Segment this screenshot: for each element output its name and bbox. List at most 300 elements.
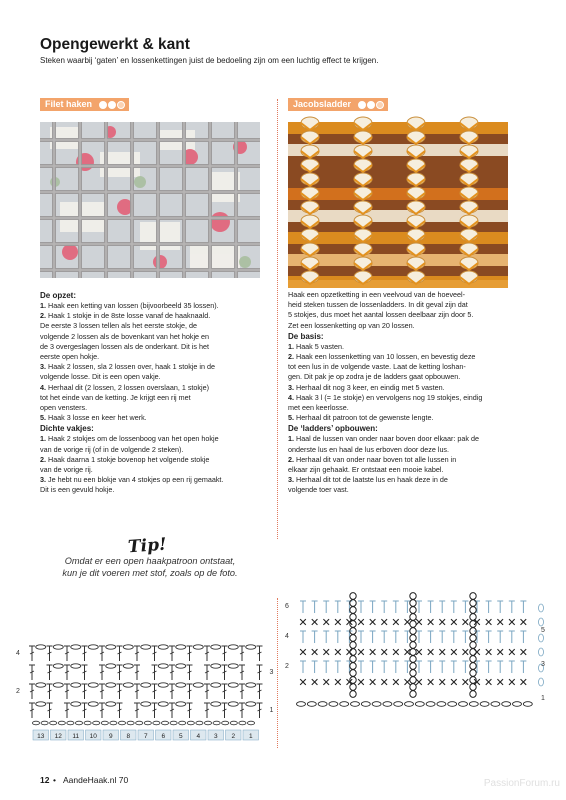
stitch-vaste: ✕ (425, 646, 436, 659)
page-number: 12 (40, 775, 50, 785)
difficulty-dot-icon (367, 101, 375, 109)
foundation-chain (50, 721, 57, 725)
step-number: 4. (40, 382, 46, 392)
column-number: 13 (37, 733, 45, 740)
step-text: volgende losse. Dit is een open vakje. (40, 372, 161, 382)
foundation-chain (361, 702, 370, 707)
foundation-chain (394, 702, 403, 707)
instruction-line (288, 383, 528, 393)
foundation-chain (372, 702, 381, 707)
instruction-line (40, 465, 270, 475)
tip-title: Tip! (127, 534, 168, 558)
chain-stitch (193, 683, 203, 687)
column-number: 2 (231, 733, 236, 740)
step-text: van de vorige rij. (40, 465, 93, 475)
opzet-steps (40, 301, 270, 423)
stitch-vaste: ✕ (495, 646, 505, 659)
foundation-chain (101, 721, 108, 725)
chain-loop (350, 635, 356, 642)
stitch-vaste: ✕ (344, 616, 355, 629)
instruction-line (40, 321, 270, 331)
intro-line: 5 stokjes, dus moet het aantal lossen deelbaar zijn door 5. (288, 310, 474, 320)
chain-loop (410, 691, 416, 698)
row-number: 1 (269, 707, 274, 714)
page-title: Opengewerkt & kant (40, 36, 190, 53)
step-text: Haak 3 l (= 1e stokje) en vervolgens nog 19 stokjes, eindig (294, 392, 483, 402)
step-text: Herhaal dit tot de laatste lus en haak deze in de (294, 475, 448, 485)
stitch-vaste: ✕ (402, 646, 413, 659)
step-text: tot een lus in de volgende vaste. Laat de ketting loshan- (288, 362, 466, 372)
stitch-vaste: ✕ (437, 646, 447, 659)
foundation-chain (161, 721, 168, 725)
chain-stitch (106, 664, 116, 668)
cable-loop (407, 229, 425, 241)
column-number: 9 (108, 733, 113, 740)
step-text: eerste open hokje. (40, 352, 100, 362)
cable-loop (301, 173, 319, 185)
stitch-vaste: ✕ (391, 676, 401, 689)
cable-loop (301, 271, 319, 283)
cable-loop (301, 145, 319, 157)
stitch-vaste: ✕ (495, 676, 505, 689)
stitch-vaste: ✕ (460, 646, 471, 659)
foundation-chain (170, 721, 177, 725)
step-text: van de vorige rij (of in de volgende 2 steken). (40, 444, 184, 454)
foundation-chain (329, 702, 338, 707)
chain-loop (410, 600, 416, 607)
stitch-vaste: ✕ (309, 616, 320, 629)
instruction-line (40, 445, 270, 455)
chain-stitch (211, 683, 221, 687)
cable-loop (354, 145, 372, 157)
stitch-vaste: ✕ (367, 616, 378, 629)
cable-loop (354, 187, 372, 199)
instruction-line (40, 311, 270, 321)
column-number: 5 (178, 733, 183, 740)
jacobsladder-photo (288, 122, 508, 280)
step-text: volgende toer vast. (288, 485, 349, 495)
instruction-line (288, 475, 528, 485)
chain-stitch (228, 645, 238, 649)
chain-stitch (141, 645, 151, 649)
cable-loop (301, 201, 319, 213)
chain-loop (410, 593, 416, 600)
stitch-vaste: ✕ (344, 646, 355, 659)
magazine-name: AandeHaak.nl 70 (63, 775, 129, 785)
dicht-heading: Dichte vakjes: (40, 424, 94, 434)
chain-stitch (71, 664, 81, 668)
stitch-vaste: ✕ (298, 616, 308, 629)
chain-stitch (53, 664, 63, 668)
foundation-chain (67, 721, 74, 725)
foundation-chain (437, 702, 446, 707)
step-number: 4. (288, 392, 294, 402)
foundation-chain (93, 721, 100, 725)
instruction-line (40, 434, 270, 444)
step-text: onderste lus en haal de lus erboven door deze lus. (288, 444, 450, 454)
stitch-vaste: ✕ (298, 676, 308, 689)
stitch-vaste: ✕ (472, 676, 482, 689)
foundation-chain (41, 721, 48, 725)
jacobsladder-stitch-chart (283, 592, 553, 722)
stitch-vaste: ✕ (518, 676, 529, 689)
stitch-vaste: ✕ (425, 616, 436, 629)
cable-loop (354, 229, 372, 241)
filet-instructions (40, 290, 270, 496)
column-number: 10 (89, 733, 97, 740)
stitch-vaste: ✕ (333, 646, 343, 659)
stitch-vaste: ✕ (495, 616, 505, 629)
foundation-chain (213, 721, 220, 725)
tip-text (40, 556, 260, 579)
cable-loop (354, 117, 372, 129)
cable-loop (301, 243, 319, 255)
instruction-line (40, 332, 270, 342)
stitch-vaste: ✕ (483, 646, 494, 659)
ladders-steps (288, 434, 528, 495)
chain-stitch (123, 645, 133, 649)
step-number: 2. (288, 352, 294, 362)
foundation-chain (491, 702, 500, 707)
step-number: 2. (40, 454, 46, 464)
foundation-chain (351, 702, 360, 707)
cable-loop (407, 145, 425, 157)
intro-line: Haak een opzetketting in een veelvoud van de hoeveel- (288, 290, 466, 299)
cable-loop (354, 243, 372, 255)
stitch-vaste: ✕ (391, 616, 401, 629)
stitch-vaste: ✕ (309, 676, 320, 689)
foundation-chain (405, 702, 414, 707)
chain-stitch (106, 645, 116, 649)
step-text: tot het einde van de ketting. Je krijgt een rij met (40, 392, 191, 402)
turning-chain (539, 648, 544, 656)
chain-stitch (228, 702, 238, 706)
chain-stitch (176, 664, 186, 668)
step-number: 3. (288, 475, 294, 485)
stitch-vaste: ✕ (321, 616, 331, 629)
chain-loop (470, 635, 476, 642)
cable-loop (354, 173, 372, 185)
chain-stitch (88, 702, 98, 706)
step-number: 1. (288, 434, 294, 444)
cable-loop (460, 173, 478, 185)
step-number: 3. (40, 475, 46, 485)
column-divider (277, 598, 278, 748)
stitch-vaste: ✕ (449, 676, 459, 689)
foundation-chain (415, 702, 424, 707)
intro-text (288, 290, 528, 331)
cable-loop (301, 131, 319, 143)
stitch-vaste: ✕ (518, 616, 529, 629)
foundation-chain (502, 702, 511, 707)
column-divider (277, 99, 278, 539)
cable-loop (407, 173, 425, 185)
foundation-chain (523, 702, 532, 707)
row-number: 6 (285, 603, 289, 610)
stitch-vaste: ✕ (321, 646, 331, 659)
cable-loop (354, 271, 372, 283)
opzet-heading: De opzet: (40, 291, 76, 300)
stitch-vaste: ✕ (414, 676, 424, 689)
chain-stitch (36, 645, 46, 649)
step-text: Dit is een gevuld hokje. (40, 485, 115, 495)
column-number: 6 (161, 733, 166, 740)
foundation-chain (307, 702, 316, 707)
row-number: 3 (269, 669, 274, 676)
step-number: 2. (40, 311, 46, 321)
stitch-vaste: ✕ (309, 646, 320, 659)
column-number: 3 (213, 733, 218, 740)
cable-loop (460, 215, 478, 227)
chain-loop (410, 628, 416, 635)
chain-stitch (211, 645, 221, 649)
foundation-chain (187, 721, 194, 725)
chain-stitch (71, 645, 81, 649)
stitch-vaste: ✕ (507, 646, 517, 659)
row-number: 5 (541, 627, 545, 634)
filet-photo (40, 122, 260, 278)
instruction-line (40, 393, 270, 403)
step-number: 2. (288, 454, 294, 464)
chain-loop (470, 607, 476, 614)
step-text: Herhaal dit nog 3 keer, en eindig met 5 vasten. (294, 382, 445, 392)
foundation-chain (196, 721, 203, 725)
instruction-line (40, 475, 270, 485)
instruction-line (288, 465, 528, 475)
turning-chain (539, 634, 544, 642)
foundation-chain (118, 721, 125, 725)
step-number: 1. (40, 434, 46, 444)
cable-loop (407, 271, 425, 283)
stitch-vaste: ✕ (449, 646, 459, 659)
row-number: 2 (16, 688, 20, 695)
column-number: 7 (143, 733, 148, 740)
foundation-chain (110, 721, 117, 725)
chain-stitch (106, 702, 116, 706)
step-text: Haak een ketting van lossen (bijvoorbeeld 35 lossen). (46, 301, 219, 310)
instruction-line (40, 485, 270, 495)
cable-loop (460, 257, 478, 269)
step-text: Herhaal dit (2 lossen, 2 lossen overslaan, 1 stokje) (46, 382, 209, 392)
difficulty-rating (358, 101, 384, 109)
foundation-chain (58, 721, 65, 725)
stitch-vaste: ✕ (425, 676, 436, 689)
step-text: Herhaal dit van onder naar boven tot alle lussen in (294, 454, 457, 464)
row-number: 1 (541, 695, 545, 702)
chain-stitch (141, 702, 151, 706)
step-text: elkaar zijn gehaakt. Er ontstaat een mooie kabel. (288, 465, 444, 475)
step-number: 1. (288, 341, 294, 351)
chain-loop (350, 593, 356, 600)
foundation-chain (179, 721, 186, 725)
foundation-chain (204, 721, 211, 725)
turning-chain (539, 678, 544, 686)
step-text: met een keerlosse. (288, 403, 349, 413)
row-number: 3 (541, 661, 545, 668)
instruction-line (288, 352, 528, 362)
stitch-vaste: ✕ (391, 646, 401, 659)
cable-loop (354, 257, 372, 269)
stitch-vaste: ✕ (367, 676, 378, 689)
chain-stitch (176, 683, 186, 687)
foundation-chain (127, 721, 134, 725)
chain-stitch (158, 645, 168, 649)
stitch-vaste: ✕ (518, 646, 529, 659)
chain-stitch (53, 683, 63, 687)
column-number: 8 (126, 733, 131, 740)
difficulty-dot-icon (358, 101, 366, 109)
difficulty-dot-icon (99, 101, 107, 109)
cable-loop (354, 215, 372, 227)
instruction-line (40, 301, 270, 311)
stitch-vaste: ✕ (483, 616, 494, 629)
stitch-vaste: ✕ (414, 646, 424, 659)
turning-chain (539, 604, 544, 612)
page-subtitle: Steken waarbij ‘gaten’ en lossenkettingen juist de bedoeling zijn om een luchtig effect te krijgen. (40, 56, 379, 65)
instruction-line (40, 342, 270, 352)
cable-loop (407, 201, 425, 213)
cable-loop (354, 201, 372, 213)
stitch-vaste: ✕ (356, 676, 366, 689)
difficulty-rating (99, 101, 125, 109)
step-text: Haak 3 losse en keer het werk. (46, 413, 147, 423)
chain-loop (470, 691, 476, 698)
chain-stitch (36, 683, 46, 687)
stitch-vaste: ✕ (298, 646, 308, 659)
cable-loop (407, 131, 425, 143)
stitch-vaste: ✕ (472, 646, 482, 659)
row-number: 4 (285, 633, 289, 640)
cable-loop (354, 131, 372, 143)
stitch-vaste: ✕ (437, 676, 447, 689)
cable-loop (460, 229, 478, 241)
cable-loop (460, 145, 478, 157)
stitch-vaste: ✕ (379, 646, 389, 659)
chain-stitch (158, 683, 168, 687)
cable-loop (460, 243, 478, 255)
difficulty-dot-icon (108, 101, 116, 109)
foundation-chain (153, 721, 160, 725)
chain-stitch (176, 702, 186, 706)
foundation-chain (340, 702, 349, 707)
cable-loop (460, 131, 478, 143)
step-text: Herhaal dit patroon tot de gewenste lengte. (294, 413, 434, 423)
stitch-vaste: ✕ (333, 676, 343, 689)
chain-loop (410, 663, 416, 670)
instruction-line (288, 455, 528, 465)
cable-loop (407, 257, 425, 269)
section-label-text: Filet haken (45, 99, 93, 109)
stitch-vaste: ✕ (472, 616, 482, 629)
instruction-line (40, 352, 270, 362)
foundation-chain (75, 721, 82, 725)
section-label-text: Jacobsladder (293, 99, 352, 109)
step-number: 5. (40, 413, 46, 423)
cable-loop (407, 243, 425, 255)
chain-stitch (123, 664, 133, 668)
foundation-chain (513, 702, 522, 707)
chain-loop (410, 656, 416, 663)
chain-loop (350, 663, 356, 670)
dicht-steps (40, 434, 270, 495)
foundation-chain (222, 721, 229, 725)
step-text: Haak daarna 1 stokje bovenop het volgende stokje (46, 454, 210, 464)
chain-stitch (193, 645, 203, 649)
instruction-line (40, 372, 270, 382)
instruction-line (288, 403, 528, 413)
stitch-vaste: ✕ (379, 616, 389, 629)
chain-loop (470, 663, 476, 670)
instruction-line (288, 372, 528, 382)
chain-stitch (88, 645, 98, 649)
stitch-vaste: ✕ (449, 616, 459, 629)
stitch-vaste: ✕ (402, 616, 413, 629)
stitch-vaste: ✕ (356, 616, 366, 629)
instruction-line (40, 403, 270, 413)
stitch-vaste: ✕ (437, 616, 447, 629)
instruction-line (288, 485, 528, 495)
step-number: 1. (40, 301, 46, 310)
step-text: De eerste 3 lossen tellen als het eerste stokje, de (40, 321, 198, 331)
chain-stitch (53, 645, 63, 649)
chain-loop (350, 691, 356, 698)
intro-line: Zet een lossenketting op van 20 lossen. (288, 320, 415, 330)
step-number: 5. (288, 413, 294, 423)
stitch-vaste: ✕ (507, 616, 517, 629)
step-text: Haak 2 lossen, sla 2 lossen over, haak 1 stokje in de (46, 362, 216, 372)
stitch-vaste: ✕ (379, 676, 389, 689)
instruction-line (40, 413, 270, 423)
cable-loop (301, 215, 319, 227)
step-text: Haak een lossenketting van 10 lossen, en bevestig deze (294, 352, 476, 362)
chain-loop (470, 593, 476, 600)
step-text: gen. Dit pak je op zodra je de ladders gaat opbouwen. (288, 372, 461, 382)
stitch-vaste: ✕ (460, 616, 471, 629)
instruction-line (288, 342, 528, 352)
cable-loop (407, 159, 425, 171)
foundation-chain (239, 721, 246, 725)
column-number: 4 (196, 733, 201, 740)
turning-chain (539, 618, 544, 626)
stitch-vaste: ✕ (414, 616, 424, 629)
chain-loop (470, 600, 476, 607)
foundation-chain (84, 721, 91, 725)
foundation-chain (32, 721, 39, 725)
stitch-vaste: ✕ (507, 676, 517, 689)
chain-loop (350, 600, 356, 607)
stitch-vaste: ✕ (356, 646, 366, 659)
chain-stitch (106, 683, 116, 687)
chain-stitch (228, 664, 238, 668)
step-number: 3. (288, 382, 294, 392)
step-text: volgende 2 lossen als de bovenkant van het hokje en (40, 331, 210, 341)
chain-stitch (246, 645, 256, 649)
cable-loop (460, 159, 478, 171)
footer-separator: • (53, 775, 56, 785)
instruction-line (288, 393, 528, 403)
stitch-vaste: ✕ (483, 676, 494, 689)
cable-loop (460, 201, 478, 213)
foundation-chain (297, 702, 306, 707)
chain-loop (410, 635, 416, 642)
instruction-line (288, 434, 528, 444)
chain-stitch (211, 702, 221, 706)
chain-loop (410, 670, 416, 677)
watermark: PassionForum.ru (483, 778, 560, 789)
step-text: Haal de lussen van onder naar boven door elkaar: pak de (294, 434, 480, 444)
section-label-filet (40, 98, 129, 111)
chain-stitch (211, 664, 221, 668)
